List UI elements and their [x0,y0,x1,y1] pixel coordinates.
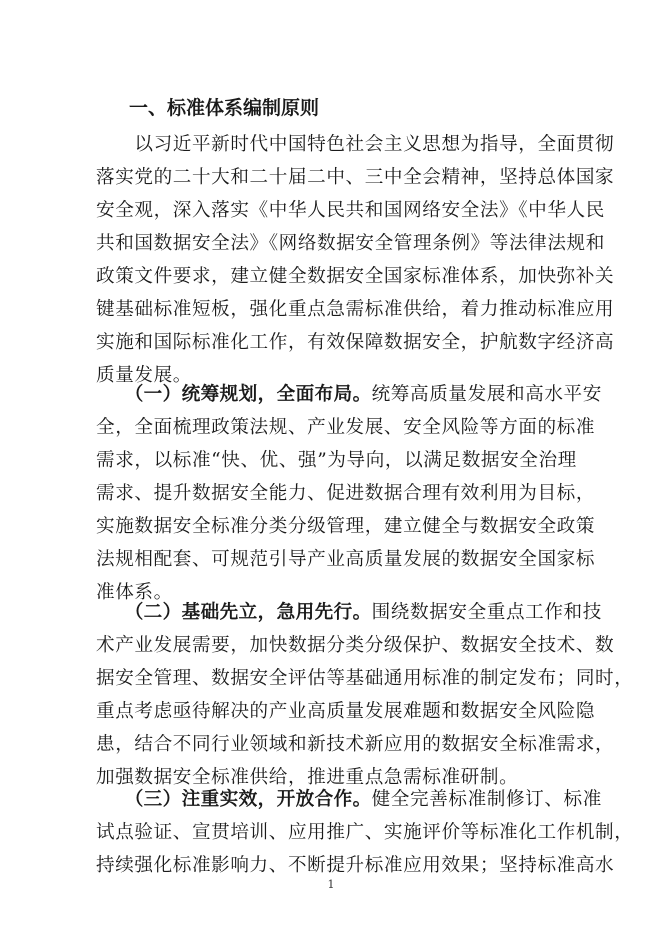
paragraph-line: 实施和国际标准化工作，有效保障数据安全，护航数字经济高 [96,332,615,353]
principle-text: 统筹高质量发展和高水平安 [371,384,602,405]
paragraph-line: 实施数据安全标准分类分级管理，建立健全与数据安全政策 [96,516,596,537]
page-number: 1 [327,878,335,891]
paragraph-line: 以习近平新时代中国特色社会主义思想为指导，全面贯彻 [96,134,615,155]
paragraph-line: 持续强化标准影响力、不断提升标准应用效果；坚持标准高水 [96,855,615,876]
paragraph-principle-2 [96,596,633,794]
paragraph-principle-3 [96,783,633,882]
paragraph-line: 共和国数据安全法》《网络数据安全管理条例》等法律法规和 [96,233,605,254]
principle-text: 健全完善标准制修订、标准 [371,789,602,810]
paragraph-line: 法规相配套、可规范引导产业高质量发展的数据安全国家标 [96,549,596,570]
paragraph-line: 试点验证、宣贯培训、应用推广、实施评价等标准化工作机制， [96,822,634,843]
paragraph-line: 重点考虑亟待解决的产业高质量发展难题和数据安全风险隐 [96,701,596,722]
principle-lead: （一）统筹规划，全面布局。 [96,384,372,405]
paragraph-line: 落实党的二十大和二十届二中、三中全会精神，坚持总体国家 [96,167,615,188]
principle-lead: （二）基础先立，急用先行。 [96,602,372,623]
paragraph-line: 加强数据安全标准供给，推进重点急需标准研制。 [96,767,519,788]
paragraph-line [96,378,602,411]
paragraph-intro [96,128,614,392]
paragraph-line: 需求、提升数据安全能力、促进数据合理有效利用为目标， [96,483,596,504]
paragraph-line: 据安全管理、数据安全评估等基础通用标准的制定发布；同时， [96,668,634,689]
principle-lead: （三）注重实效，开放合作。 [96,789,372,810]
paragraph-line: 安全观，深入落实《中华人民共和国网络安全法》《中华人民 [96,200,605,221]
paragraph-line: 需求，以标准“快、优、强”为导向，以满足数据安全治理 [96,450,577,471]
principle-text: 围绕数据安全重点工作和技 [371,602,602,623]
section-heading: 一、标准体系编制原则 [129,97,320,119]
paragraph-principle-1 [96,378,602,609]
paragraph-line [96,596,633,629]
paragraph-line: 键基础标准短板，强化重点急需标准供给，着力推动标准应用 [96,299,615,320]
paragraph-line: 术产业发展需要，加快数据分类分级保护、数据安全技术、数 [96,635,615,656]
paragraph-line: 全，全面梳理政策法规、产业发展、安全风险等方面的标准 [96,417,596,438]
paragraph-line: 患，结合不同行业领域和新技术新应用的数据安全标准需求， [96,734,615,755]
paragraph-line: 政策文件要求，建立健全数据安全国家标准体系，加快弥补关 [96,266,615,287]
paragraph-line [96,783,633,816]
paragraph-line: 质量发展。 [96,365,192,386]
paragraph-line: 准体系。 [96,582,173,603]
